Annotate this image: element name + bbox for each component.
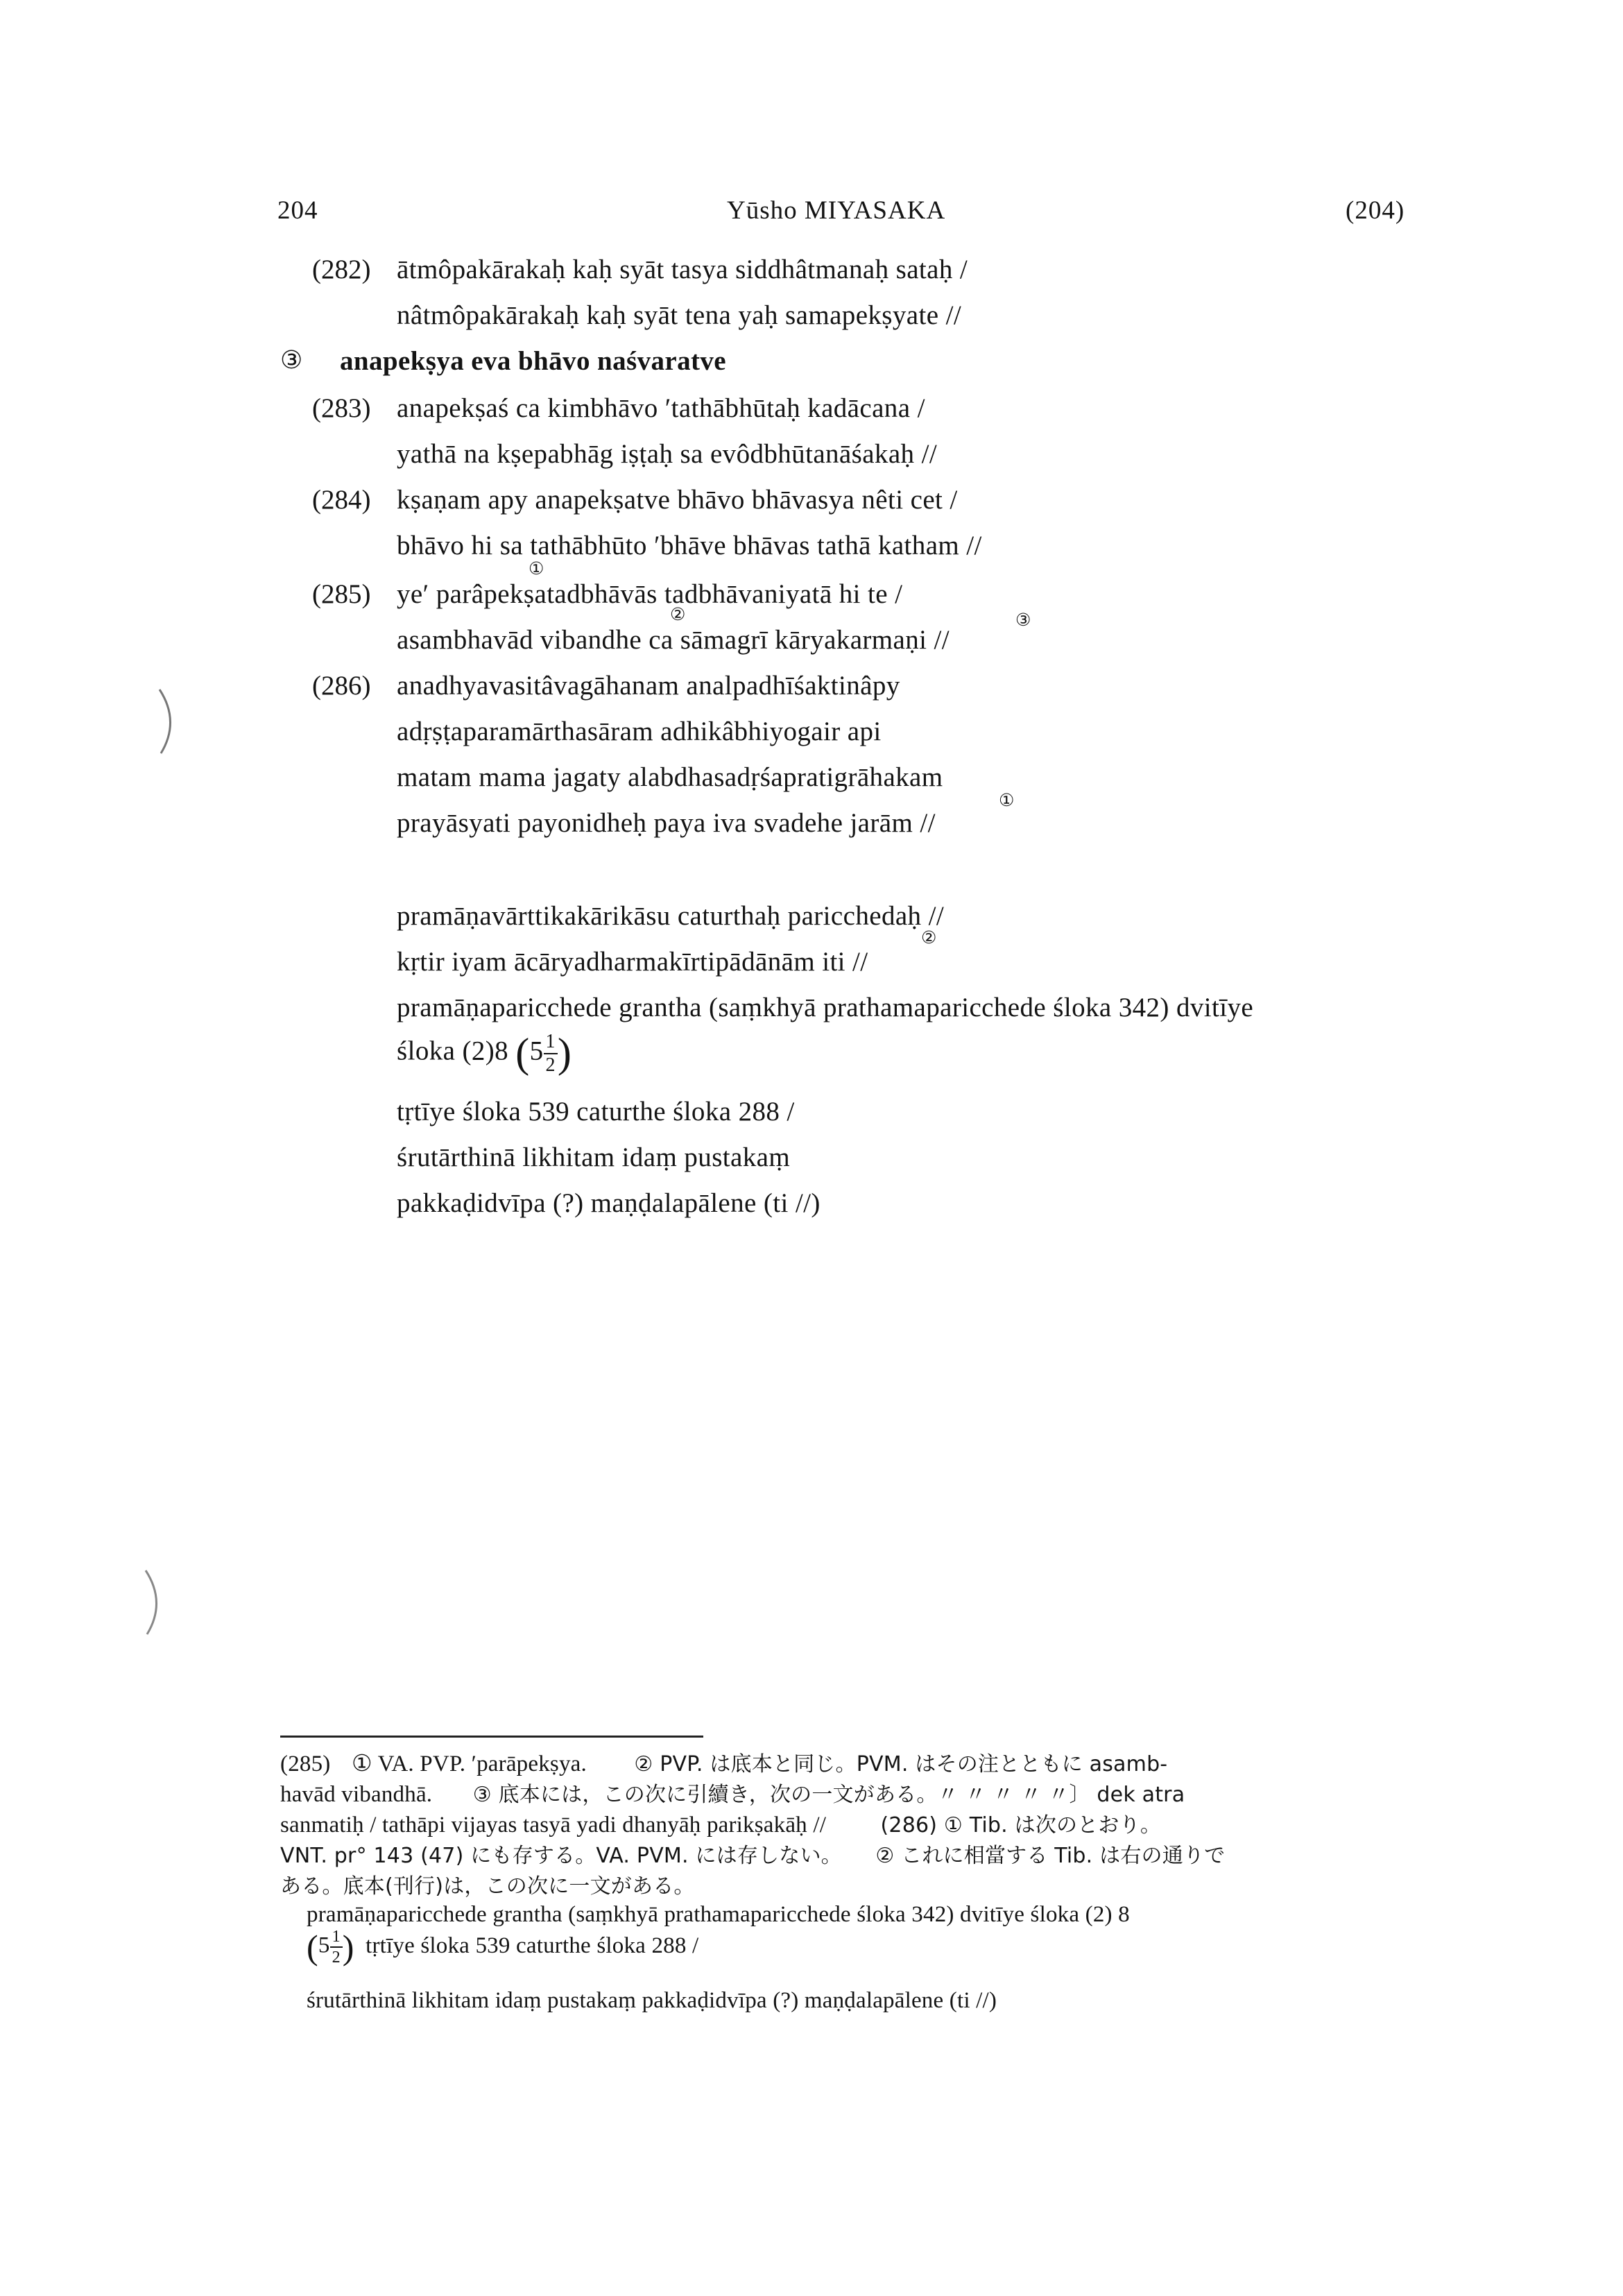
verse-number-283: (283) xyxy=(312,393,371,423)
running-header-author: Yūsho MIYASAKA xyxy=(727,196,946,225)
footnote-separator xyxy=(280,1736,703,1738)
verse-283-line-1: anapekṣaś ca kimbhāvo ′tathābhūtaḥ kadācana / xyxy=(397,393,925,423)
colophon-line-7: pakkaḍidvīpa (?) maṇḍalapālene (ti //) xyxy=(397,1188,821,1218)
verse-number-285: (285) xyxy=(312,579,371,609)
fraction-close-paren: ) xyxy=(557,1030,572,1076)
footnote-mark-285-3: ③ xyxy=(1015,611,1031,630)
verse-286-line-3: matam mama jagaty alabdhasadṛśapratigrāhakam xyxy=(397,762,943,792)
footnote-286-note-2: ② これに相當する Tib. は右の通りで xyxy=(875,1844,1226,1868)
footnote-285-note-3: ③ 底本には，この次に引續き，次の一文がある。〃 〃 〃 〃 〃〕 dek atra xyxy=(472,1783,1185,1807)
fraction-open-paren: ( xyxy=(515,1030,530,1076)
footnote-mark-286-1: ① xyxy=(999,791,1015,810)
footnote-line-3 xyxy=(280,1808,1161,1838)
colophon-line-5: tṛtīye śloka 539 caturthe śloka 288 / xyxy=(397,1097,795,1126)
fraction-whole: 5 xyxy=(529,1036,544,1066)
verse-283-line-2: yathā na kṣepabhāg iṣṭaḥ sa evôdbhūtanāśakaḥ // xyxy=(397,439,938,469)
colophon-line-3: pramāṇaparicchede grantha (saṃkhyā prathamaparicchede śloka 342) dvitīye xyxy=(397,993,1254,1022)
margin-bracket-mark-2 xyxy=(139,1568,173,1637)
verse-286-line-1: anadhyavasitâvagāhanam analpadhīśaktinâpy xyxy=(397,671,900,701)
footnote-line-5: ある。底本(刊行)は，この次に一文がある。 xyxy=(280,1874,695,1899)
colophon-line-1: pramāṇavārttikakārikāsu caturthaḥ paricchedaḥ // xyxy=(397,901,945,931)
footnote-fraction-denominator: 2 xyxy=(332,1948,341,1967)
footnote-mark-285-2: ② xyxy=(670,606,686,624)
footnote-285-note-3-cont: sanmatiḥ / tathāpi vijayas tasyā yadi dhanyāḥ parikṣakāḥ // xyxy=(280,1813,827,1837)
page-number-right: (204) xyxy=(1346,196,1405,225)
verse-number-282: (282) xyxy=(312,255,371,284)
verse-286-line-2: adṛṣṭaparamārthasāram adhikâbhiyogair api xyxy=(397,717,882,746)
verse-284-line-1: kṣaṇam apy anapekṣatve bhāvo bhāvasya nêti cet / xyxy=(397,485,958,515)
footnote-fraction xyxy=(330,1928,343,1966)
footnote-fraction-numerator: 1 xyxy=(330,1928,343,1948)
footnote-285-note-1: ① VA. PVP. ′parāpekṣya. xyxy=(351,1751,587,1776)
footnote-fraction-close-paren: ) xyxy=(342,1928,354,1967)
verse-286-line-4: prayāsyati payonidheḥ paya iva svadehe jarām // xyxy=(397,808,936,838)
verse-285-line-1: ye′ parâpekṣatadbhāvās tadbhāvaniyatā hi te / xyxy=(397,579,903,609)
footnote-285-note-2: ② PVP. は底本と同じ。PVM. はその注とともに asamb- xyxy=(634,1752,1168,1776)
colophon-line-2: kṛtir iyam ācāryadharmakīrtipādānām iti // xyxy=(397,947,868,977)
footnote-line-6: pramāṇaparicchede grantha (saṃkhyā prathamaparicchede śloka 342) dvitīye śloka (2) 8 xyxy=(307,1902,1130,1927)
page-number-left: 204 xyxy=(277,196,318,225)
colophon-line-4-text: śloka (2)8 xyxy=(397,1036,509,1066)
margin-bracket-mark-1 xyxy=(153,687,187,756)
footnote-line-8: śrutārthinā likhitam idaṃ pustakaṃ pakkaḍidvīpa (?) maṇḍalapālene (ti //) xyxy=(307,1988,997,2013)
footnote-line-1 xyxy=(280,1747,1167,1777)
colophon-line-6: śrutārthinā likhitam idaṃ pustakaṃ xyxy=(397,1142,791,1172)
fraction-denominator: 2 xyxy=(545,1054,556,1076)
footnote-fraction-open-paren: ( xyxy=(307,1928,318,1967)
verse-284-line-2: bhāvo hi sa tathābhūto ′bhāve bhāvas tathā katham // xyxy=(397,531,982,560)
footnote-line-7 xyxy=(307,1927,698,1967)
verse-282-line-2: nâtmôpakārakaḥ kaḥ syāt tena yaḥ samapekṣyate // xyxy=(397,300,962,330)
footnote-mark-285-1: ① xyxy=(529,560,544,579)
footnote-fraction-whole: 5 xyxy=(318,1933,330,1958)
footnote-line-2 xyxy=(280,1777,1185,1808)
fraction xyxy=(544,1032,558,1075)
verse-285-line-2: asambhavād vibandhe ca sāmagrī kāryakarmaṇi // xyxy=(397,625,950,655)
section-heading: anapekṣya eva bhāvo naśvaratve xyxy=(340,346,726,376)
verse-number-286: (286) xyxy=(312,671,371,701)
colophon-line-4 xyxy=(397,1029,572,1077)
footnote-line-4 xyxy=(280,1838,1225,1869)
verse-number-284: (284) xyxy=(312,485,371,515)
footnote-286-note-1-cont: VNT. pr° 143 (47) にも存する。VA. PVM. には存しない。 xyxy=(280,1844,842,1868)
footnote-mark-colophon-2: ② xyxy=(921,929,937,948)
fraction-numerator: 1 xyxy=(544,1032,558,1054)
footnote-286-note-1: (286) ① Tib. は次のとおり。 xyxy=(880,1813,1162,1837)
footnote-285-label: (285) xyxy=(280,1751,331,1776)
section-marker: ③ xyxy=(280,346,303,374)
verse-282-line-1: ātmôpakārakaḥ kaḥ syāt tasya siddhâtmanaḥ sataḥ / xyxy=(397,255,968,284)
footnote-285-note-2-cont: havād vibandhā. xyxy=(280,1782,433,1807)
footnote-line-7-text: tṛtīye śloka 539 caturthe śloka 288 / xyxy=(366,1933,699,1958)
